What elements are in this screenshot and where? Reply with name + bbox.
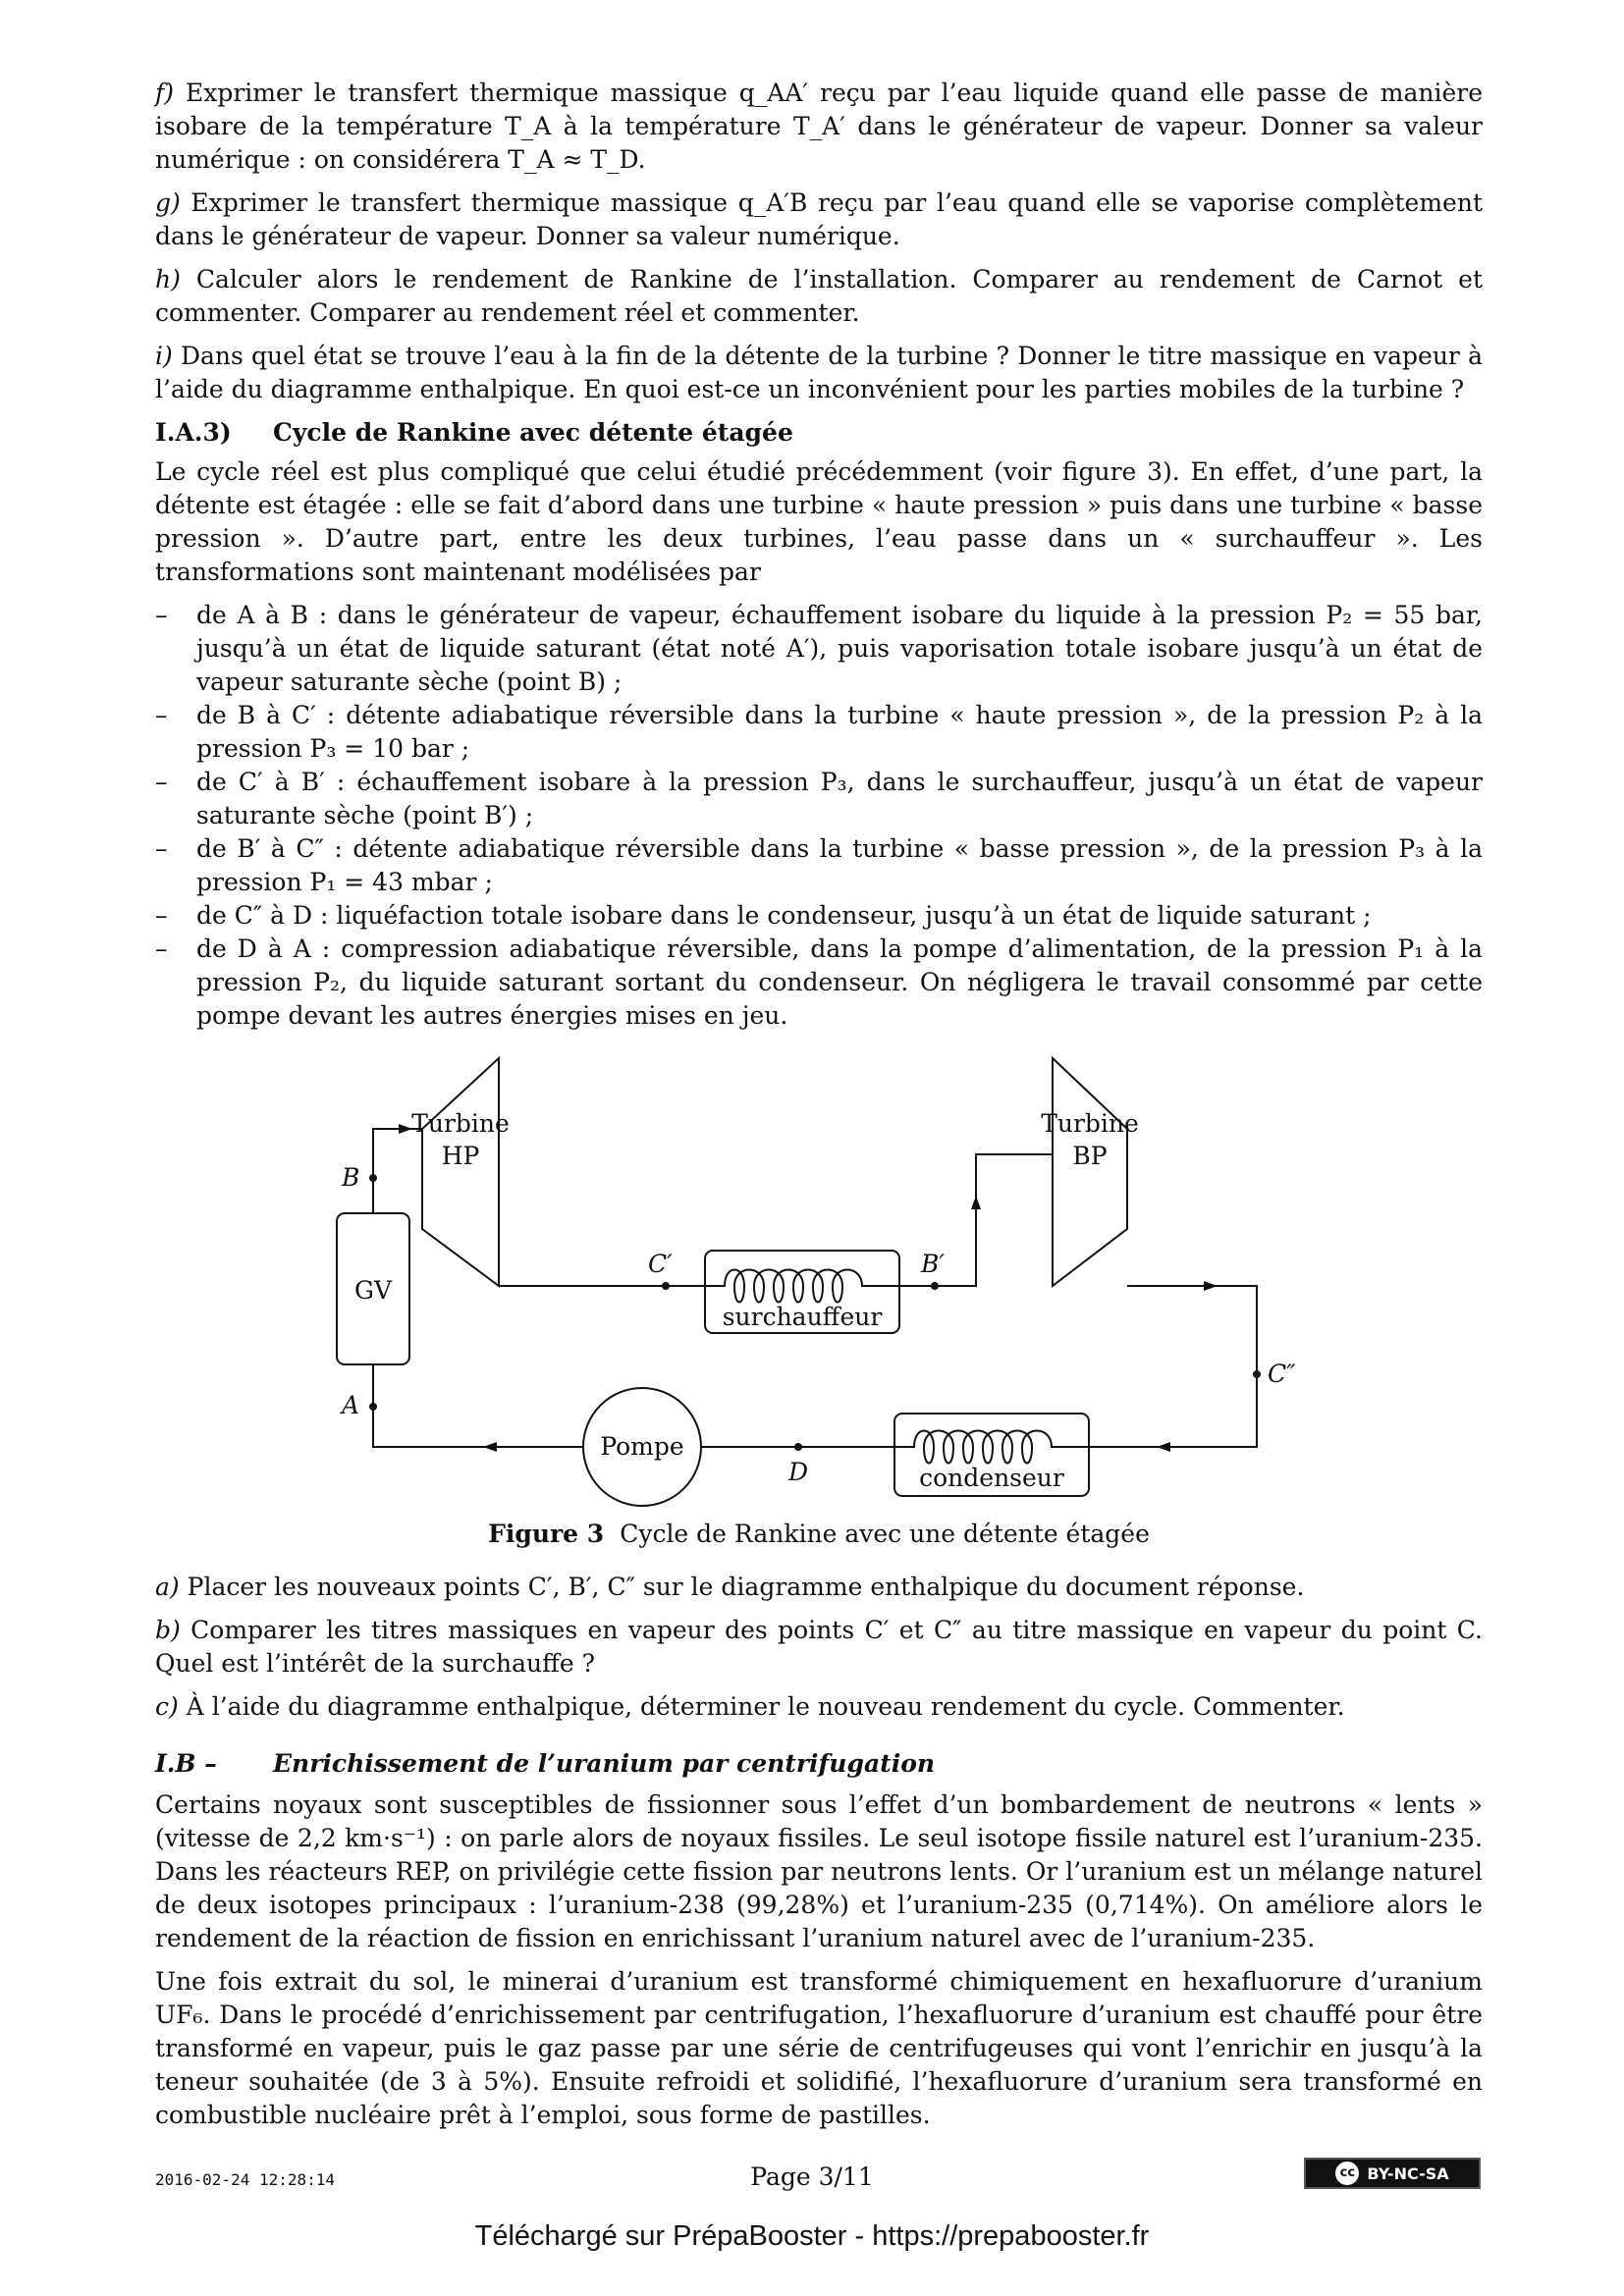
surchauffeur-label: surchauffeur	[722, 1303, 883, 1331]
list-item: – de A à B : dans le générateur de vapeur, échauffement isobare du liquide à la pression P₂ = 55 bar, jusqu’à un état de liquide saturant (état noté A′), puis vaporisation totale isobare jusqu’à un état de vapeur saturante sèche (point B) ;	[155, 599, 1483, 699]
download-link[interactable]: Téléchargé sur PrépaBooster - https://prepabooster.fr	[474, 2220, 1150, 2252]
label-D: D	[788, 1458, 809, 1486]
cc-icon: cc	[1335, 2162, 1359, 2185]
question-f: f) Exprimer le transfert thermique massique q_AA′ reçu par l’eau liquide quand elle passe de manière isobare de la température T_A à la température T_A′ dans le générateur de vapeur. Donner sa valeur numérique : on considérera T_A ≈ T_D.	[155, 79, 1483, 174]
surchauffeur-coil	[705, 1270, 899, 1303]
point-C-prime	[662, 1282, 670, 1290]
point-D	[794, 1443, 802, 1451]
turbine-bp	[1053, 1058, 1127, 1286]
page-number: Page 3/11	[750, 2163, 874, 2191]
condenseur-coil	[894, 1431, 1089, 1464]
label-B: B	[342, 1163, 360, 1192]
condenseur-label: condenseur	[919, 1464, 1064, 1492]
question-h: h) Calculer alors le rendement de Rankine de l’installation. Comparer au rendement de Carnot et commenter. Comparer au rendement réel et commenter.	[155, 265, 1483, 327]
turbine-bp-label-2: BP	[1072, 1142, 1108, 1170]
list-item: – de B à C′ : détente adiabatique réversible dans la turbine « haute pression », de la pression P₂ à la pression P₃ = 10 bar ;	[155, 699, 1483, 766]
figure-caption: Figure 3 Cycle de Rankine avec une détente étagée	[488, 1520, 1150, 1548]
license-badge: cc BY-NC-SA	[1304, 2158, 1481, 2189]
turbine-hp-label-2: HP	[441, 1142, 480, 1170]
footer-date: 2016-02-24 12:28:14	[155, 2170, 336, 2189]
section-heading-IB: I.B – Enrichissement de l’uranium par centrifugation	[155, 1749, 936, 1778]
turbine-hp	[422, 1058, 499, 1286]
pompe-label: Pompe	[600, 1432, 684, 1461]
paragraph: Une fois extrait du sol, le minerai d’uranium est transformé chimiquement en hexafluorure d’uranium UF₆. Dans le procédé d’enrichissement par centrifugation, l’hexafluorure d’uranium est chauffé pour être transformé en vapeur, puis le gaz passe par une série de centrifugeuses qui vont l’enrichir en jusqu’à la teneur souhaitée (de 3 à 5%). Ensuite refroidi et solidifié, l’hexafluorure d’uranium sera transformé en combustible nucléaire prêt à l’emploi, sous forme de pastilles.	[155, 1967, 1483, 2129]
section-intro: Le cycle réel est plus compliqué que celui étudié précédemment (voir figure 3). En effet, d’une part, la détente est étagée : elle se fait d’abord dans une turbine « haute pression » puis dans une turbine « basse pression ». D’autre part, entre les deux turbines, l’eau passe dans un « surchauffeur ». Les transformations sont maintenant modélisées par	[155, 457, 1483, 586]
cycle-diagram	[155, 1048, 1483, 1510]
questions-top	[155, 77, 1483, 406]
page-content	[155, 77, 1483, 2142]
gv-label: GV	[353, 1276, 393, 1305]
question-i: i) Dans quel état se trouve l’eau à la fin de la détente de la turbine ? Donner le titre massique en vapeur à l’aide du diagramme enthalpique. En quoi est-ce un inconvénient pour les parties mobiles de la turbine ?	[155, 342, 1483, 403]
paragraph: Certains noyaux sont susceptibles de fissionner sous l’effet d’un bombardement de neutrons « lents » (vitesse de 2,2 km·s⁻¹) : on parle alors de noyaux fissiles. Le seul isotope fissile naturel est l’uranium-235. Dans les réacteurs REP, on privilégie cette fission par neutrons lents. Or l’uranium est un mélange naturel de deux isotopes principaux : l’uranium-238 (99,28%) et l’uranium-235 (0,714%). On améliore alors le rendement de la réaction de fission en enrichissant l’uranium naturel avec de l’uranium-235.	[155, 1790, 1483, 1952]
section-heading-IA3: I.A.3) Cycle de Rankine avec détente étagée	[155, 418, 793, 447]
question-b: b) Comparer les titres massiques en vapeur des points C′ et C″ au titre massique en vapeur du point C. Quel est l’intérêt de la surchauffe ?	[155, 1616, 1483, 1678]
turbine-bp-label-1: Turbine	[1041, 1109, 1139, 1138]
label-B-prime: B′	[921, 1250, 946, 1278]
questions-mid	[155, 1571, 1483, 1724]
question-c: c) À l’aide du diagramme enthalpique, déterminer le nouveau rendement du cycle. Commenter.	[155, 1692, 1345, 1721]
point-A	[369, 1403, 377, 1411]
pipe-gv-to-hp	[373, 1129, 422, 1213]
point-B-prime	[931, 1282, 939, 1290]
list-item: – de B′ à C″ : détente adiabatique réversible dans la turbine « basse pression », de la pression P₃ à la pression P₁ = 43 mbar ;	[155, 832, 1483, 899]
question-g: g) Exprimer le transfert thermique massique q_A′B reçu par l’eau quand elle se vaporise complètement dans le générateur de vapeur. Donner sa valeur numérique.	[155, 188, 1483, 250]
label-A: A	[342, 1391, 360, 1419]
list-item: – de C″ à D : liquéfaction totale isobare dans le condenseur, jusqu’à un état de liquide saturant ;	[155, 899, 1483, 933]
point-C-second	[1253, 1370, 1261, 1378]
list-item: – de C′ à B′ : échauffement isobare à la pression P₃, dans le surchauffeur, jusqu’à un état de vapeur saturante sèche (point B′) ;	[155, 766, 1483, 832]
label-C-prime: C′	[648, 1250, 673, 1278]
list-item: – de D à A : compression adiabatique réversible, dans la pompe d’alimentation, de la pression P₁ à la pression P₂, du liquide saturant sortant du condenseur. On négligera le travail consommé par cette pompe devant les autres énergies mises en jeu.	[155, 933, 1483, 1033]
step-list	[155, 599, 1483, 1033]
question-a: a) Placer les nouveaux points C′, B′, C″ sur le diagramme enthalpique du document réponse.	[155, 1573, 1305, 1601]
figure-rankine-diagram	[155, 1048, 1483, 1510]
turbine-hp-label-1: Turbine	[411, 1109, 510, 1138]
point-B	[369, 1174, 377, 1182]
label-C-second: C″	[1268, 1360, 1296, 1388]
